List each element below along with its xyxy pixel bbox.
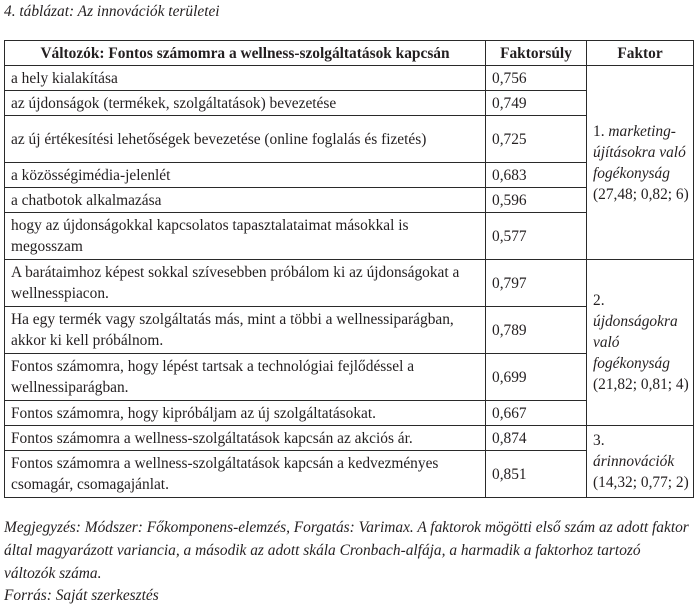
factor-name: újdonságokra való fogékonyság <box>593 313 678 372</box>
table-row <box>5 260 694 307</box>
factor-number: 3. <box>593 432 605 449</box>
loading-cell: 0,577 <box>486 213 587 260</box>
loading-cell: 0,756 <box>486 66 587 91</box>
factor-cell-2 <box>587 260 694 426</box>
variable-cell: a chatbotok alkalmazása <box>5 188 486 213</box>
table-caption: 4. táblázat: Az innovációk területei <box>4 3 220 20</box>
variable-cell: a hely kialakítása <box>5 66 486 91</box>
factor-number: 1. <box>593 122 605 140</box>
innovation-areas-table <box>4 40 694 498</box>
table-note: Megjegyzés: Módszer: Főkomponens-elemzés, Forgatás: Varimax. A faktorok mögötti első szám az adott faktor által magyarázott variancia, a második az adott skála Cronbach-alfája, a harmadik a faktorhoz tartozó változók száma. <box>4 519 689 582</box>
factor-name: árinnovációk <box>593 453 675 470</box>
factor-stats: (14,32; 0,77; 2) <box>593 474 689 491</box>
loading-cell: 0,699 <box>486 354 587 401</box>
variable-cell: Fontos számomra a wellness-szolgáltatások kapcsán az akciós ár. <box>5 426 486 451</box>
factor-stats: (21,82; 0,81; 4) <box>593 376 689 393</box>
table-row <box>5 66 694 91</box>
loading-cell: 0,725 <box>486 116 587 163</box>
variable-cell: az új értékesítési lehetőségek bevezetése (online foglalás és fizetés) <box>5 116 486 163</box>
loading-cell: 0,749 <box>486 91 587 116</box>
variable-cell: Ha egy termék vagy szolgáltatás más, mint a többi a wellnessiparágban, akkor ki kell próbálnom. <box>5 307 486 354</box>
variable-cell: hogy az újdonságokkal kapcsolatos tapasztalataimat másokkal is megosszam <box>5 213 486 260</box>
table-header-row <box>5 41 694 66</box>
variable-cell: Fontos számomra, hogy kipróbáljam az új szolgáltatásokat. <box>5 401 486 426</box>
loading-cell: 0,851 <box>486 451 587 498</box>
variable-cell: Fontos számomra, hogy lépést tartsak a technológiai fejlődéssel a wellnessiparágban. <box>5 354 486 401</box>
table-row <box>5 426 694 451</box>
header-variables: Változók: Fontos számomra a wellness-szolgáltatások kapcsán <box>5 41 486 66</box>
header-loading: Faktorsúly <box>486 41 587 66</box>
loading-cell: 0,683 <box>486 163 587 188</box>
loading-cell: 0,874 <box>486 426 587 451</box>
loading-cell: 0,667 <box>486 401 587 426</box>
header-factor: Faktor <box>587 41 694 66</box>
loading-cell: 0,797 <box>486 260 587 307</box>
variable-cell: A barátaimhoz képest sokkal szívesebben próbálom ki az újdonságokat a wellnesspiacon. <box>5 260 486 307</box>
variable-cell: Fontos számomra a wellness-szolgáltatások kapcsán a kedvezményes csomagár, csomagajánlat. <box>5 451 486 498</box>
loading-cell: 0,789 <box>486 307 587 354</box>
factor-cell-1 <box>587 66 694 260</box>
variable-cell: a közösségimédia-jelenlét <box>5 163 486 188</box>
factor-stats: (27,48; 0,82; 6) <box>593 185 689 203</box>
factor-number: 2. <box>593 292 605 309</box>
loading-cell: 0,596 <box>486 188 587 213</box>
factor-cell-3 <box>587 426 694 498</box>
variable-cell: az újdonságok (termékek, szolgáltatások) bevezetése <box>5 91 486 116</box>
factor-name: marketing-újításokra való fogékonyság <box>593 122 686 182</box>
table-source: Forrás: Saját szerkesztés <box>4 587 159 604</box>
